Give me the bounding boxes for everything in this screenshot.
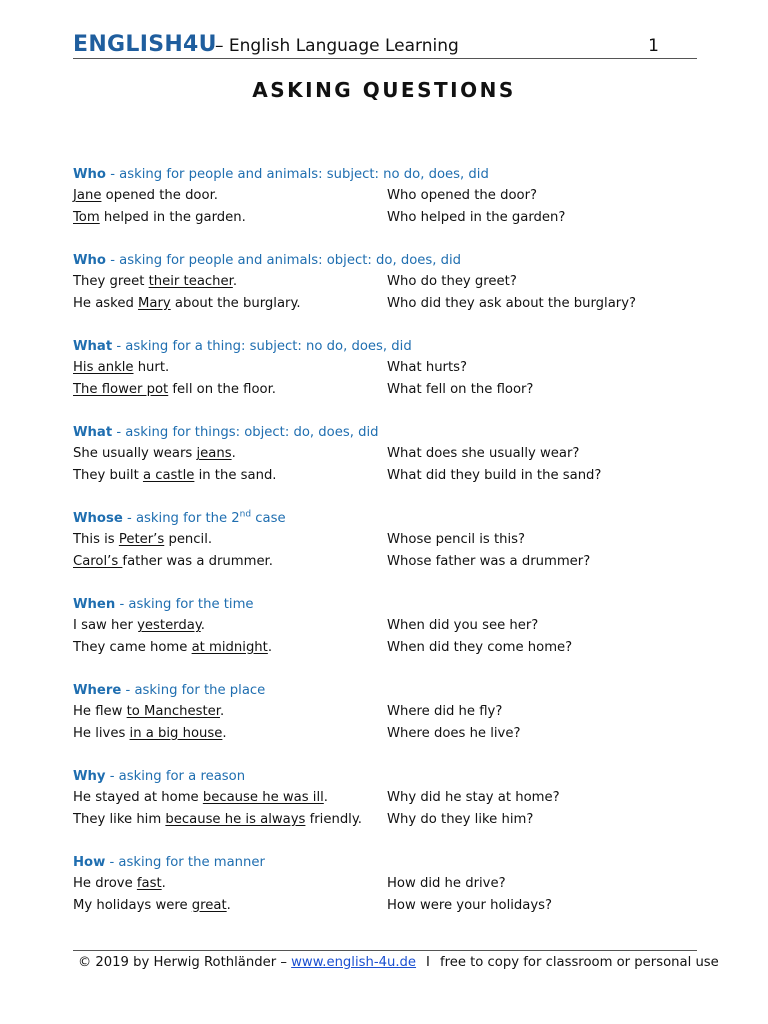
statement-end: .	[219, 704, 225, 719]
section-heading	[73, 250, 703, 271]
example-row	[73, 271, 703, 293]
question: Who do they greet?	[387, 274, 517, 289]
statement	[73, 637, 272, 659]
page-number: 1	[648, 36, 659, 56]
question: What does she usually wear?	[387, 446, 580, 461]
underlined-answer: great	[191, 897, 227, 913]
underlined-answer: The flower pot	[73, 381, 169, 397]
section-description: - asking for things: object: do, does, did	[112, 425, 379, 440]
statement	[73, 271, 237, 293]
question: Why did he stay at home?	[387, 790, 560, 805]
example-row	[73, 465, 703, 487]
question-word: How	[73, 855, 106, 870]
example-row	[73, 529, 703, 551]
underlined-answer: to Manchester	[126, 704, 220, 719]
example-row	[73, 185, 703, 207]
example-row	[73, 637, 703, 659]
statement-end: helped in the garden.	[99, 209, 246, 225]
question-word: Who	[73, 253, 106, 268]
section-heading	[73, 594, 703, 615]
question: Whose father was a drummer?	[387, 553, 591, 569]
ordinal-suffix: nd	[239, 509, 252, 520]
statement	[73, 723, 227, 745]
question-section	[73, 680, 703, 744]
section-description: - asking for the place	[121, 683, 266, 698]
underlined-answer: because he is always	[165, 811, 306, 827]
statement-end: .	[200, 618, 205, 633]
underlined-answer: jeans	[196, 446, 232, 461]
statement-end: .	[222, 725, 227, 741]
underlined-answer: because he was ill	[202, 790, 324, 805]
statement-end: hurt.	[133, 360, 170, 375]
example-row	[73, 207, 703, 229]
statement-start: He stayed at home	[73, 790, 203, 805]
question: Why do they like him?	[387, 811, 534, 827]
example-row	[73, 701, 703, 723]
question-section	[73, 164, 703, 228]
statement-end: friendly.	[305, 811, 362, 827]
example-row	[73, 895, 703, 917]
example-row	[73, 293, 703, 315]
statement-end: father was a drummer.	[122, 553, 273, 569]
underlined-answer: Mary	[138, 295, 171, 311]
underlined-answer: their teacher	[148, 274, 233, 289]
underlined-answer: in a big house	[129, 725, 223, 741]
statement-start: My holidays were	[73, 897, 192, 913]
example-row	[73, 443, 703, 465]
section-heading	[73, 766, 703, 787]
underlined-answer: yesterday	[137, 618, 201, 633]
statement	[73, 787, 328, 809]
footer-note: free to copy for classroom or personal use	[439, 955, 719, 970]
underlined-answer: Peter’s	[118, 532, 165, 547]
section-description: - asking for the time	[115, 597, 254, 612]
statement	[73, 357, 169, 379]
question: Where did he fly?	[387, 704, 503, 719]
header-subtitle: – English Language Learning	[215, 36, 459, 56]
question: When did you see her?	[387, 618, 539, 633]
statement	[73, 293, 301, 315]
page-title: ASKING QUESTIONS	[252, 78, 516, 102]
question-word: Where	[73, 683, 122, 698]
underlined-answer: a castle	[142, 467, 195, 483]
question: How did he drive?	[387, 876, 506, 891]
footer-website-link[interactable]: www.english-4u.de	[291, 955, 417, 970]
section-description-end: case	[251, 511, 286, 526]
statement	[73, 895, 231, 917]
statement	[73, 443, 236, 465]
statement	[73, 207, 246, 229]
example-row	[73, 873, 703, 895]
question-word: What	[73, 425, 113, 440]
question-section	[73, 766, 703, 830]
section-heading	[73, 164, 703, 185]
statement	[73, 185, 218, 207]
question-word: Who	[73, 167, 106, 182]
statement-end: .	[267, 639, 273, 655]
statement-end: about the burglary.	[170, 295, 301, 311]
statement-start: They came home	[73, 639, 192, 655]
question-word: When	[73, 597, 116, 612]
statement	[73, 465, 277, 487]
question: Whose pencil is this?	[387, 532, 526, 547]
statement-end: pencil.	[164, 532, 213, 547]
underlined-answer: His ankle	[73, 360, 134, 375]
question: Who opened the door?	[387, 188, 538, 203]
section-heading	[73, 336, 703, 357]
question-word: Whose	[73, 511, 123, 526]
question-section	[73, 594, 703, 658]
statement-end: opened the door.	[101, 188, 218, 203]
section-description: - asking for the manner	[105, 855, 265, 870]
example-row	[73, 723, 703, 745]
section-description: - asking for people and animals: subject: no do, does, did	[106, 167, 489, 182]
statement-end: .	[231, 446, 236, 461]
question-word: What	[73, 339, 113, 354]
statement-end: .	[232, 274, 238, 289]
statement	[73, 873, 166, 895]
section-heading	[73, 680, 703, 701]
question: Who did they ask about the burglary?	[387, 295, 637, 311]
question-section	[73, 422, 703, 486]
section-description: - asking for the 2	[122, 511, 240, 526]
statement-end: in the sand.	[194, 467, 277, 483]
statement-start: He asked	[73, 295, 139, 311]
question: Where does he live?	[387, 725, 521, 741]
section-heading	[73, 508, 703, 529]
question-section	[73, 852, 703, 916]
example-row	[73, 379, 703, 401]
footer-separator: I	[426, 955, 430, 970]
statement-start: They like him	[73, 811, 166, 827]
statement-end: .	[161, 876, 166, 891]
section-description: - asking for a reason	[105, 769, 246, 784]
page-header	[73, 30, 697, 59]
statement-start: They greet	[73, 274, 149, 289]
statement	[73, 701, 224, 723]
page-footer	[73, 950, 719, 970]
statement-end: .	[226, 897, 231, 913]
underlined-answer: Carol’s	[73, 553, 123, 569]
question: What hurts?	[387, 360, 468, 375]
example-row	[73, 809, 703, 831]
footer-copyright: © 2019 by Herwig Rothländer –	[78, 955, 292, 970]
example-row	[73, 615, 703, 637]
brand-name: ENGLISH4U	[73, 32, 217, 57]
statement	[73, 529, 212, 551]
statement-start: This is	[73, 532, 119, 547]
question: How were your holidays?	[387, 897, 553, 913]
statement-start: She usually wears	[73, 446, 197, 461]
statement	[73, 551, 273, 573]
question: When did they come home?	[387, 639, 573, 655]
statement-start: They built	[73, 467, 143, 483]
underlined-answer: Jane	[73, 188, 102, 203]
section-description: - asking for people and animals: object: do, does, did	[106, 253, 462, 268]
question-section	[73, 508, 703, 572]
statement-start: He drove	[73, 876, 137, 891]
question: Who helped in the garden?	[387, 209, 566, 225]
statement	[73, 809, 362, 831]
example-row	[73, 787, 703, 809]
example-row	[73, 551, 703, 573]
statement-end: fell on the floor.	[168, 381, 276, 397]
underlined-answer: at midnight	[191, 639, 268, 655]
underlined-answer: Tom	[73, 209, 100, 225]
section-heading	[73, 422, 703, 443]
example-row	[73, 357, 703, 379]
question: What fell on the floor?	[387, 381, 534, 397]
statement	[73, 615, 205, 637]
statement-start: He flew	[73, 704, 127, 719]
statement-start: I saw her	[73, 618, 138, 633]
statement-end: .	[323, 790, 328, 805]
statement-start: He lives	[73, 725, 130, 741]
question-section	[73, 250, 703, 314]
question: What did they build in the sand?	[387, 467, 602, 483]
statement	[73, 379, 276, 401]
question-word: Why	[73, 769, 106, 784]
question-section	[73, 336, 703, 400]
underlined-answer: fast	[136, 876, 162, 891]
section-heading	[73, 852, 703, 873]
section-description: - asking for a thing: subject: no do, does, did	[112, 339, 412, 354]
